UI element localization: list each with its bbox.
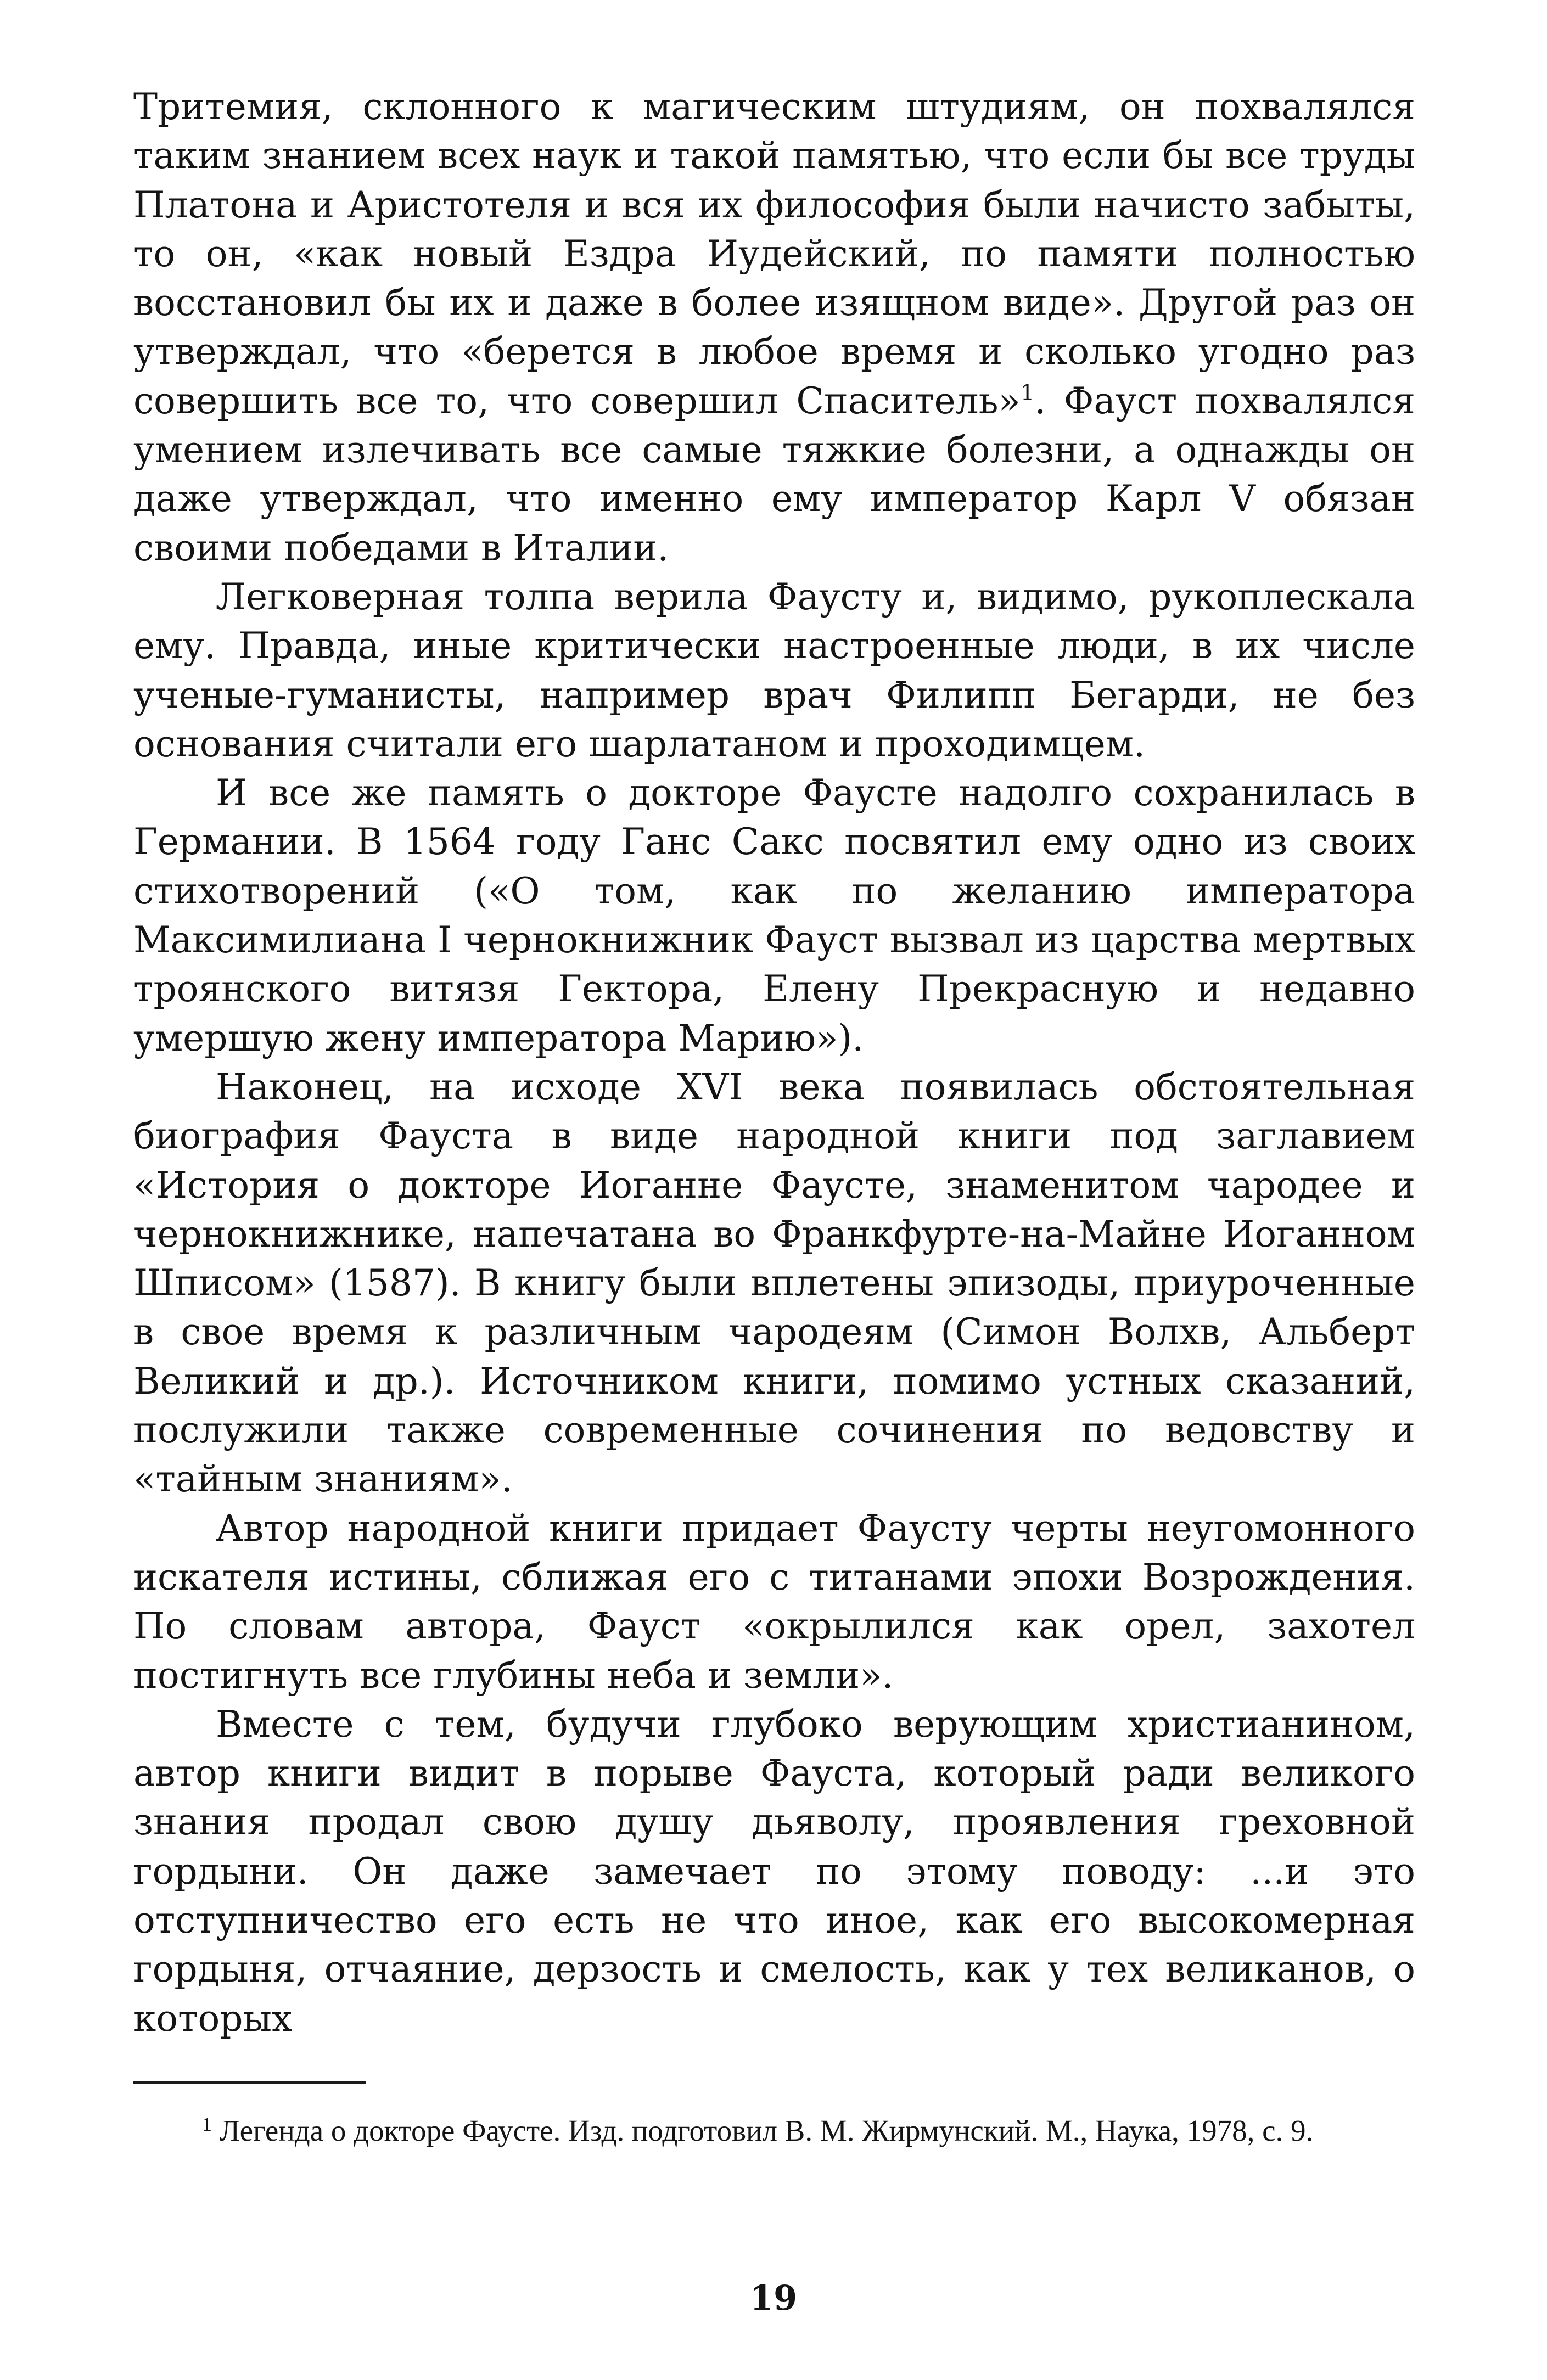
footnote-text: Легенда о докторе Фаусте. Изд. подготовил В. М. Жирмунский. М., Наука, 1978, с. 9. [219,2114,1314,2147]
paragraph-4: Наконец, на исходе XVI века появилась обстоятельная биография Фауста в виде народной книги под заглавием «История о докторе Иоганне Фаусте, знаменитом чародее и чернокнижнике, напечатана во Франкфурте-на-Майне Иоганном Шписом» (1587). В книгу были вплетены эпизоды, приуроченные в свое время к различным чародеям (Симон Волхв, Альберт Великий и др.). Источником книги, помимо устных сказаний, послужили также современные сочинения по ведовству и «тайным знаниям». [133,1065,1415,1501]
footnote-number: 1 [202,2113,212,2135]
footnote-divider [133,2081,366,2084]
footnote [133,2109,1415,2153]
paragraph-1 [133,82,1415,572]
paragraph-3: И все же память о докторе Фаусте надолго сохранилась в Германии. В 1564 году Ганс Сакс посвятил ему одно из своих стихотворений («О том, как по желанию императора Максимилиана I чернокнижник Фауст вызвал из царства мертвых троянского витязя Гектора, Елену Прекрасную и недавно умершую жену императора Марию»). [133,772,1415,1059]
page-body [133,82,1415,2043]
paragraph-5: Автор народной книги придает Фаусту черты неугомонного искателя истины, сближая его с титанами эпохи Возрождения. По словам автора, Фауст «окрылился как орел, захотел постигнуть все глубины неба и земли». [133,1507,1415,1697]
paragraph-1-text: Тритемия, склонного к магическим штудиям, он похвалялся таким знанием всех наук и такой памятью, что если бы все труды Платона и Аристотеля и вся их философия были начисто забыты, то он, «как новый Ездра Иудейский, по памяти полностью восстановил бы их и даже в более изящном виде». Другой раз он утверждал, что «берется в любое время и сколько угодно раз совершить все то, что совершил Спаситель» [133,86,1415,422]
page-number: 19 [749,2278,798,2318]
paragraph-2: Легковерная толпа верила Фаусту и, видимо, рукоплескала ему. Правда, иные критически настроенные люди, в их числе ученые-гуманисты, например врач Филипп Бегарди, не без основания считали его шарлатаном и проходимцем. [133,575,1415,765]
paragraph-6: Вместе с тем, будучи глубоко верующим христианином, автор книги видит в порыве Фауста, который ради великого знания продал свою душу дьяволу, проявления греховной гордыни. Он даже замечает по этому поводу: ...и это отступничество его есть не что иное, как его высокомерная гордыня, отчаяние, дерзость и смелость, как у тех великанов, о которых [133,1703,1415,2040]
paragraph-1-continuation: . Фауст похвалялся умением излечивать все самые тяжкие болезни, а однажды он даже утверждал, что именно ему император Карл V обязан своими победами в Италии. [133,379,1415,569]
footnote-reference-mark: 1 [1020,380,1035,406]
